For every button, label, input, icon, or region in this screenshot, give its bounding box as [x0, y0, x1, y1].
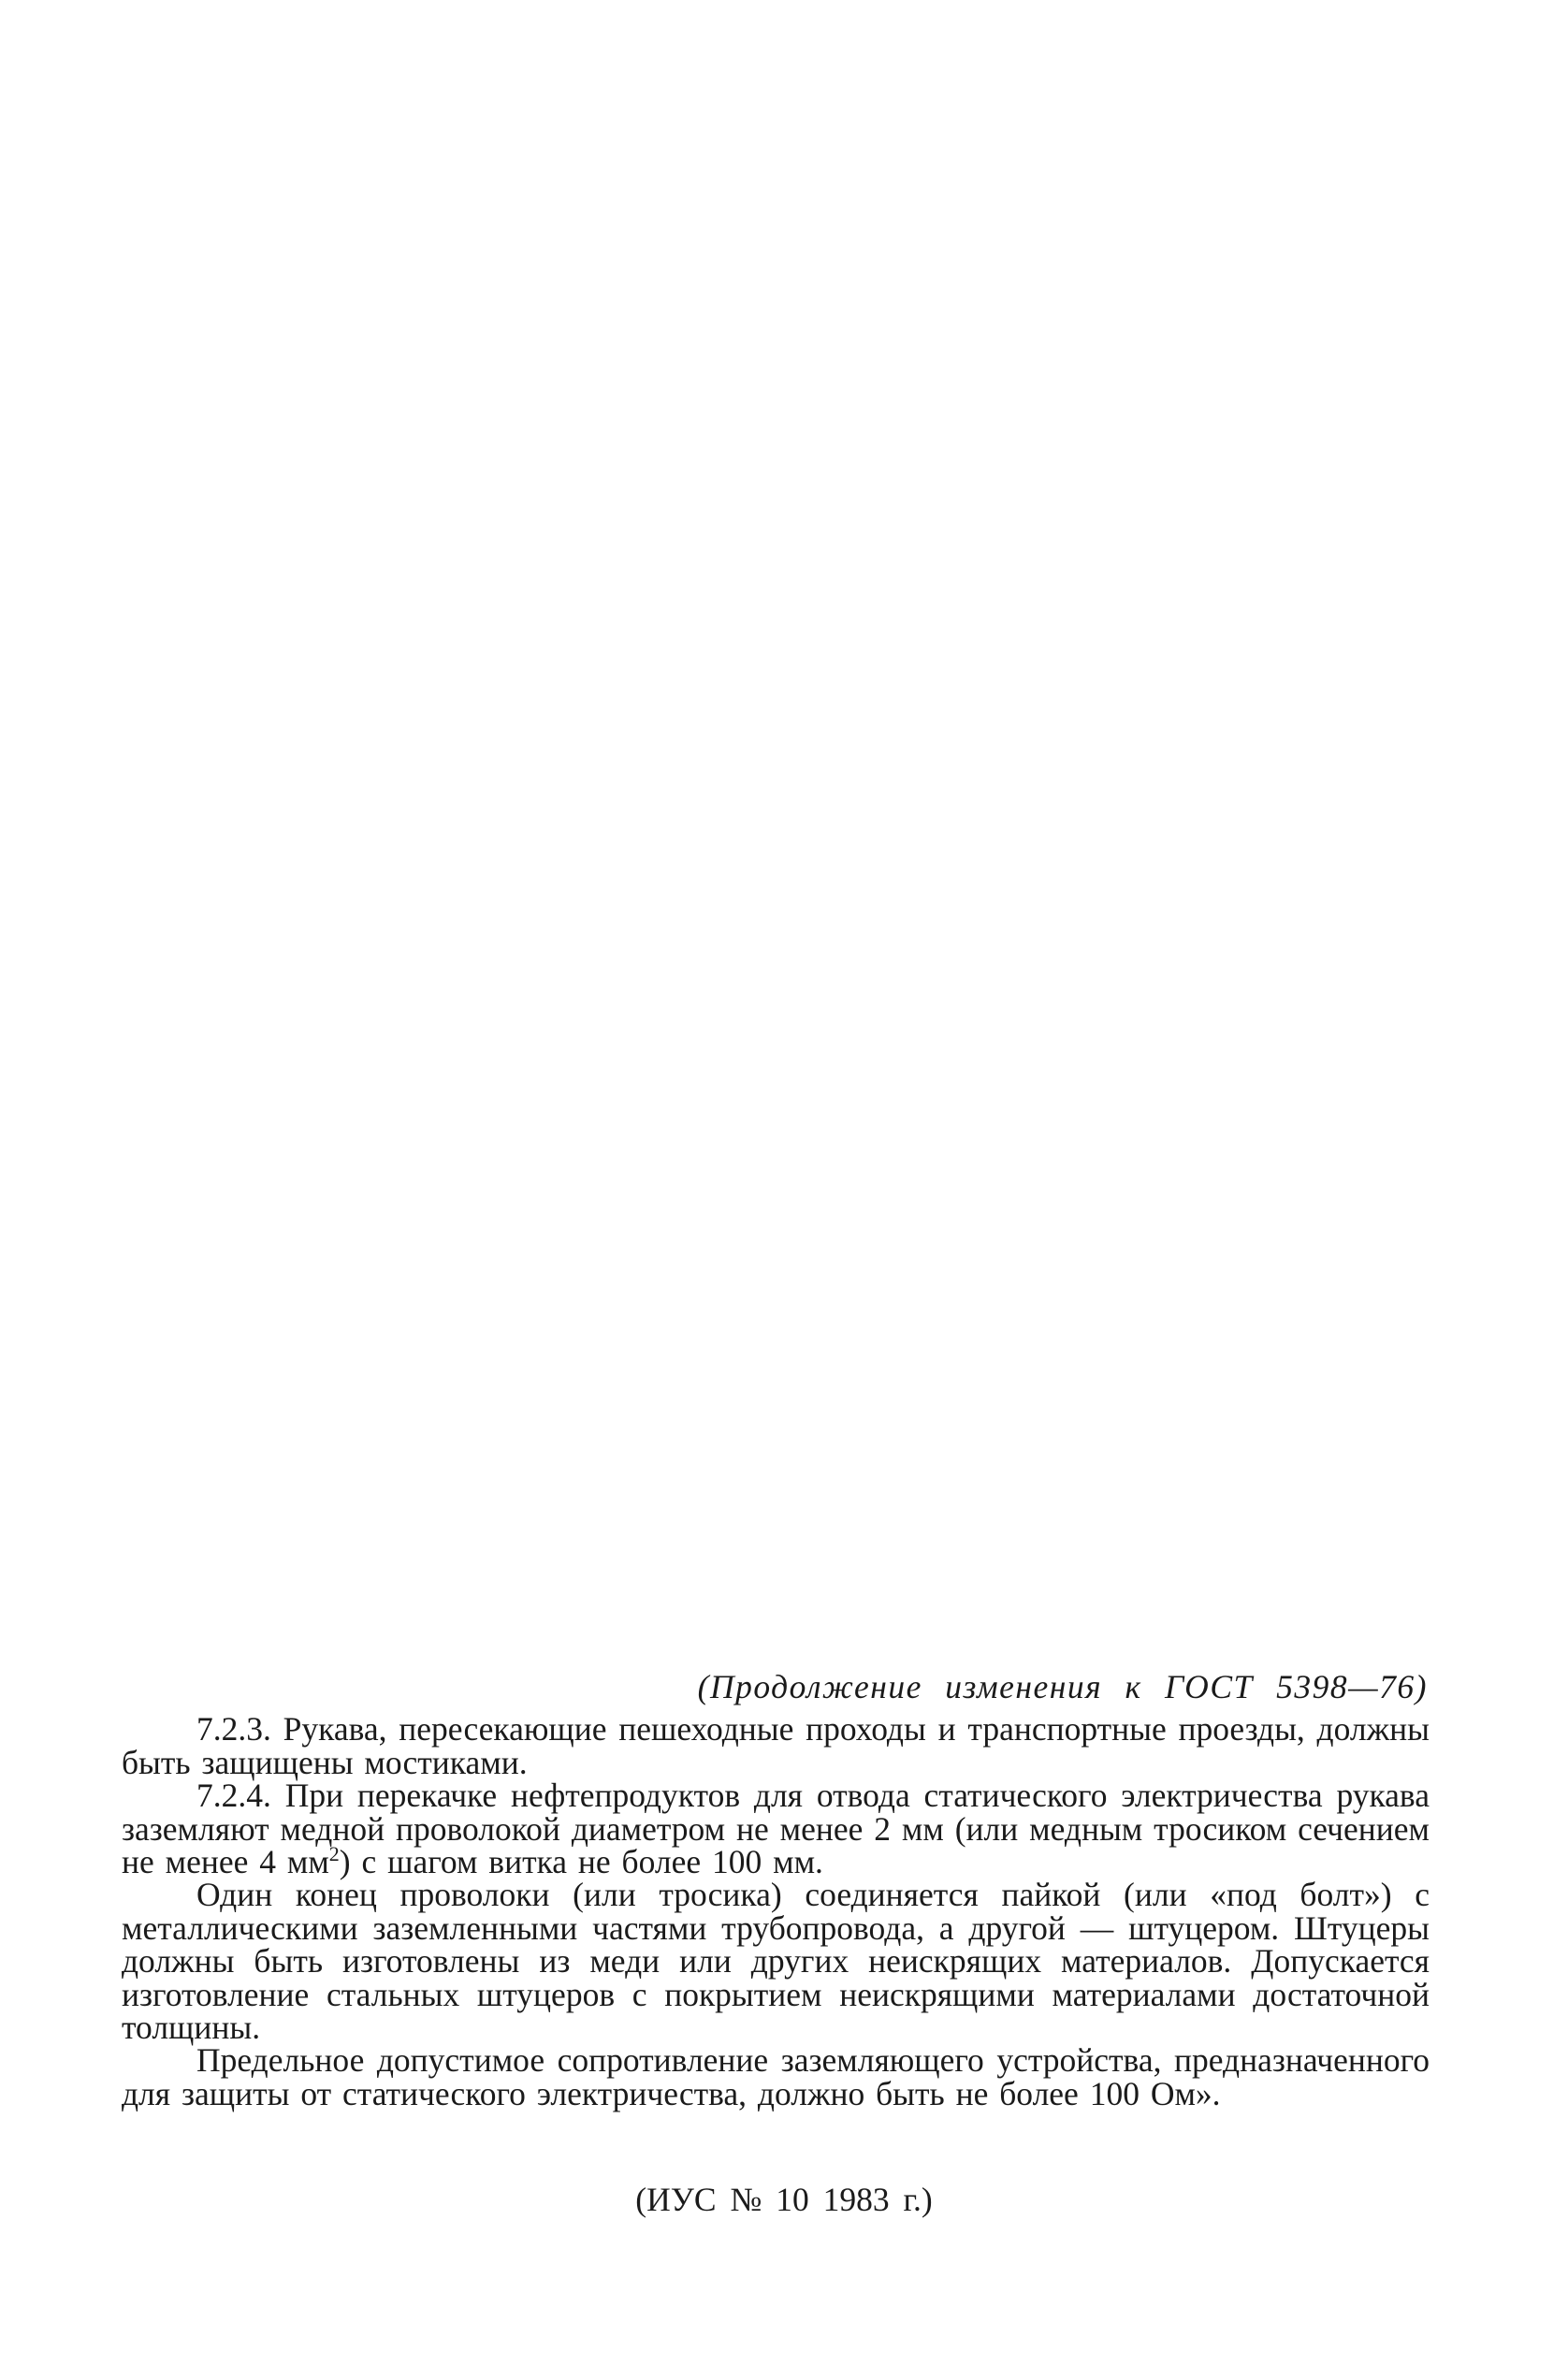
paragraph-7-2-4-text-before: 7.2.4. При перекачке нефтепродуктов для отвода статического электричества рукава заземляют медной проволокой диаметром не менее 2 мм (или медным тросиком сечением не менее 4 мм: [122, 1777, 1430, 1881]
paragraph-7-2-4: [122, 1779, 1430, 1879]
document-body: [122, 1668, 1430, 2112]
source-reference: (ИУС № 10 1983 г.): [635, 2181, 933, 2218]
paragraph-wire-connection: Один конец проволоки (или тросика) соединяется пайкой (или «под болт») с металлическими заземленными частями трубопровода, а другой — штуцером. Штуцеры должны быть изготовлены из меди или других неискрящих материалов. Допускается изготовление стальных штуцеров с покрытием неискрящими материалами достаточной толщины.: [122, 1876, 1430, 2047]
superscript-exponent: 2: [328, 1842, 340, 1866]
continuation-header: (Продолжение изменения к ГОСТ 5398—76): [697, 1668, 1428, 1705]
paragraph-7-2-3: 7.2.3. Рукава, пересекающие пешеходные проходы и транспортные проезды, должны быть защищены мостиками.: [122, 1710, 1430, 1781]
paragraph-resistance-limit: Предельное допустимое сопротивление заземляющего устройства, предназначенного для защиты от статического электричества, должно быть не более 100 Ом».: [122, 2041, 1430, 2112]
paragraph-7-2-4-text-after: ) с шагом витка не более 100 мм.: [339, 1843, 823, 1881]
